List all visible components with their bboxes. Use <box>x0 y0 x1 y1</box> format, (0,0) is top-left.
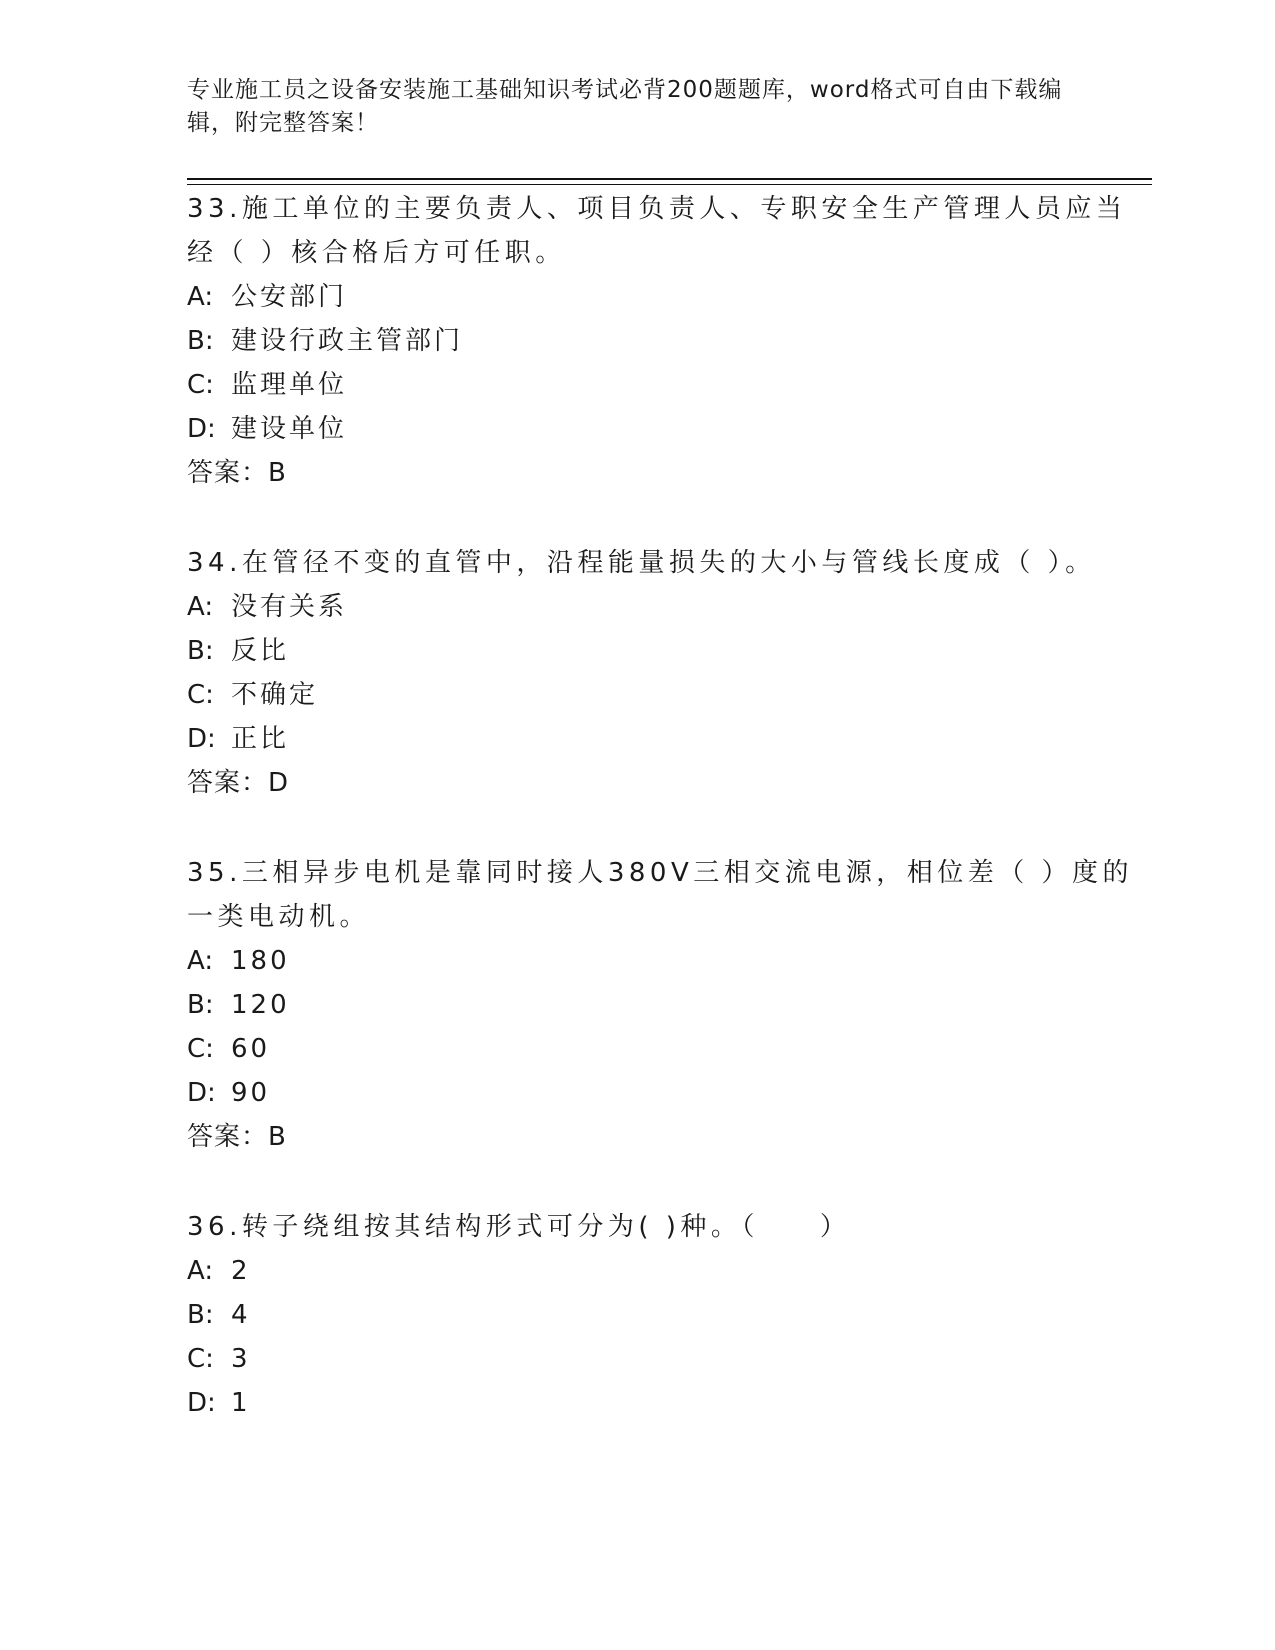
option-b <box>187 988 290 1022</box>
option-c <box>187 368 347 402</box>
option-key: C: <box>187 1344 214 1374</box>
option-key: C: <box>187 680 214 710</box>
option-a <box>187 590 347 624</box>
option-d <box>187 412 347 446</box>
answer-label: 答案：B <box>187 1122 287 1152</box>
option-b <box>187 324 463 358</box>
option-key: C: <box>187 1034 214 1064</box>
header-rule-thick <box>187 178 1152 180</box>
option-key: A: <box>187 1256 214 1286</box>
option-text: 建设行政主管部门 <box>231 326 464 356</box>
option-key: A: <box>187 282 214 312</box>
option-text: 反比 <box>231 636 290 666</box>
option-text: 120 <box>231 990 290 1020</box>
option-key: C: <box>187 370 214 400</box>
option-text: 60 <box>231 1034 271 1064</box>
question-stem: 33.施工单位的主要负责人、项目负责人、专职安全生产管理人员应当 <box>187 194 1127 224</box>
option-a <box>187 280 347 314</box>
option-a <box>187 944 290 978</box>
option-c <box>187 678 318 712</box>
document-header: 专业施工员之设备安装施工基础知识考试必背200题题库，word格式可自由下载编辑，附完整答案！ <box>187 77 1063 136</box>
option-text: 正比 <box>231 724 290 754</box>
option-text: 1 <box>231 1388 251 1418</box>
question-stem: 35.三相异步电机是靠同时接人380V三相交流电源，相位差（ ）度的 <box>187 858 1134 888</box>
option-key: B: <box>187 636 214 666</box>
option-text: 没有关系 <box>231 592 348 622</box>
option-key: B: <box>187 990 214 1020</box>
option-text: 3 <box>231 1344 251 1374</box>
option-key: D: <box>187 1388 216 1418</box>
header-rule-thin <box>187 184 1152 185</box>
option-d <box>187 1386 251 1420</box>
option-d <box>187 722 289 756</box>
option-text: 4 <box>231 1300 251 1330</box>
option-b <box>187 1298 251 1332</box>
option-key: D: <box>187 414 216 444</box>
option-text: 90 <box>231 1078 271 1108</box>
option-text: 不确定 <box>231 680 319 710</box>
option-key: D: <box>187 1078 216 1108</box>
question-stem-continued: 一类电动机。 <box>187 902 371 932</box>
option-a <box>187 1254 251 1288</box>
option-key: A: <box>187 592 214 622</box>
option-text: 2 <box>231 1256 251 1286</box>
question-stem: 34.在管径不变的直管中，沿程能量损失的大小与管线长度成（ ）。 <box>187 548 1096 578</box>
option-c <box>187 1342 251 1376</box>
answer-label: 答案：D <box>187 768 290 798</box>
option-c <box>187 1032 270 1066</box>
option-text: 公安部门 <box>231 282 348 312</box>
option-d <box>187 1076 270 1110</box>
option-key: B: <box>187 326 214 356</box>
option-text: 监理单位 <box>231 370 348 400</box>
question-stem: 36.转子绕组按其结构形式可分为( )种。（ ） <box>187 1212 851 1242</box>
option-text: 建设单位 <box>231 414 348 444</box>
question-stem-continued: 经（ ）核合格后方可任职。 <box>187 238 566 268</box>
answer-label: 答案：B <box>187 458 287 488</box>
option-key: B: <box>187 1300 214 1330</box>
option-key: D: <box>187 724 216 754</box>
option-key: A: <box>187 946 214 976</box>
option-b <box>187 634 289 668</box>
option-text: 180 <box>231 946 290 976</box>
